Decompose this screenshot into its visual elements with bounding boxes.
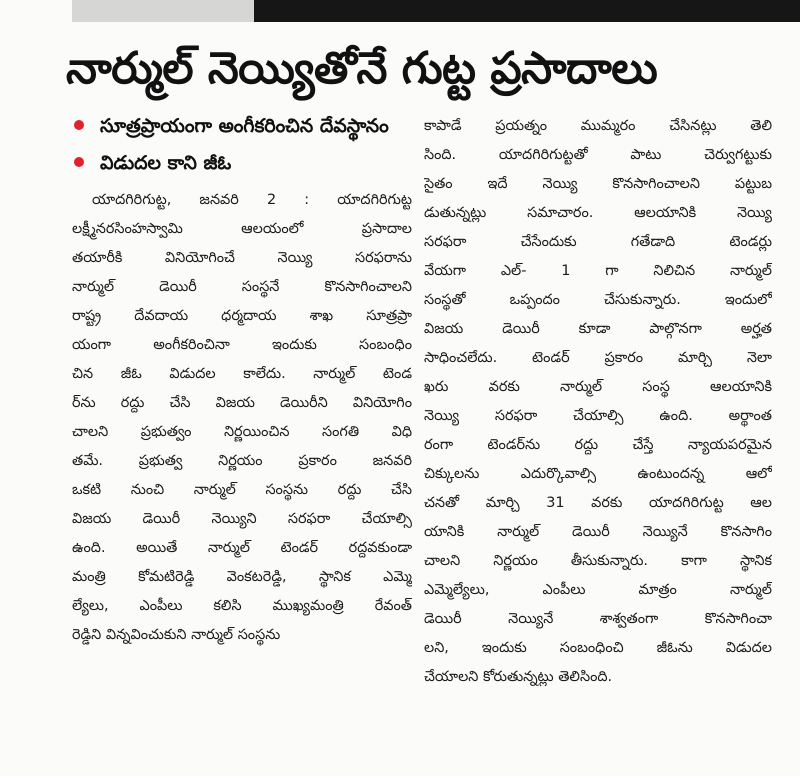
subhead-text: సూత్రప్రాయంగా అంగీకరించిన దేవస్థానం [100,115,389,137]
subhead-text: విడుదల కాని జీఓ [100,152,232,174]
text-line: సరఫరా చేసేందుకు గతేడాది టెండర్లు [424,234,772,250]
text-line: సంస్థతో ఒప్పందం చేసుకున్నారు. ఇందులో [424,292,772,308]
article-column-left [72,112,412,650]
article-headline: నార్ముల్ నెయ్యితోనే గుట్ట ప్రసాదాలు [66,43,658,94]
text-line: వేయగా ఎల్- 1 గా నిలిచిన నార్ముల్ [424,263,772,279]
text-line: లక్ష్మీనరసింహస్వామి ఆలయంలో ప్రసాదాల [72,221,412,237]
text-line: ఒకటి నుంచి నార్ముల్ సంస్థను రద్దు చేసి [72,482,412,498]
bullet-icon [74,120,84,130]
text-line: చాలని నిర్ణయం తీసుకున్నారు. కాగా స్థానిక [424,553,772,569]
article-body-left [72,186,412,650]
text-line: ల్యేలు, ఎంపీలు కలిసి ముఖ్యమంత్రి రేవంత్ [72,598,412,614]
text-line: విజయ డెయిరీ నెయ్యిని సరఫరా చేయాల్సి [72,511,412,527]
text-line: రంగా టెండర్‌ను రద్దు చేస్తే న్యాయపరమైన [424,437,772,453]
text-line: లని, ఇందుకు సంబంధించి జీఓను విడుదల [424,640,772,656]
top-rule-gray [72,0,254,22]
text-line: సైతం ఇదే నెయ్యి కొనసాగించాలని పట్టుబ [424,176,772,192]
text-line: రెడ్డిని విన్నవించుకుని నార్ముల్ సంస్థను [72,627,281,643]
text-line: కాపాడే ప్రయత్నం ముమ్మరం చేసినట్లు తెలి [424,118,772,134]
text-line: ఖరు వరకు నార్ముల్ సంస్థ ఆలయానికి [424,379,772,395]
text-line: చేయాలని కోరుతున్నట్లు తెలిసింది. [424,669,613,685]
text-line: యానికి నార్ముల్ డెయిరీ నెయ్యినే కొనసాగిం [424,524,772,540]
text-line: రాష్ట్ర దేవదాయ ధర్మదాయ శాఖ సూత్రప్రా [72,308,412,324]
text-line: చనతో మార్చి 31 వరకు యాదగిరిగుట్ట ఆల [424,495,772,511]
text-line: యాదగిరిగుట్ట, జనవరి 2 : యాదగిరిగుట్ట [92,192,412,208]
text-line: చిన జీఓ విడుదల కాలేదు. నార్ముల్ టెండ [72,366,412,382]
bullet-icon [74,157,84,167]
article-body-right [424,112,772,692]
text-line: చిక్కులను ఎదుర్కొవాల్సి ఉంటుందన్న ఆలో [424,466,772,482]
top-rule-black [254,0,800,22]
text-line: డుతున్నట్లు సమాచారం. ఆలయానికి నెయ్యి [424,205,772,221]
text-line: తయారీకి వినియోగించే నెయ్యి సరఫరాను [72,250,412,266]
text-line: ర్‌ను రద్దు చేసి విజయ డెయిరీని వినియోగిం [72,395,412,411]
text-line: ఉంది. అయితే నార్ముల్ టెండర్ రద్దవకుండా [72,540,412,556]
text-line: నెయ్యి సరఫరా చేయాల్సి ఉంది. అర్థాంత [424,408,772,424]
subhead-1 [72,112,412,141]
text-line: విజయ డెయిరీ కూడా పాల్గొనగా అర్హత [424,321,772,337]
next-article-headline-cropped [72,750,800,776]
text-line: చాలని ప్రభుత్వం నిర్ణయించిన సంగతి విధి [72,424,412,440]
text-line: యంగా అంగీకరించినా ఇందుకు సంబంధిం [72,337,412,353]
text-line: సింది. యాదగిరిగుట్టతో పాటు చెర్వుగట్టుకు [424,147,772,163]
text-line: నార్ముల్ డెయిరీ సంస్థనే కొనసాగించాలని [72,279,412,295]
text-line: మంత్రి కోమటిరెడ్డి వెంకటరెడ్డి, స్థానిక ఎమ్మె [72,569,412,585]
article-column-right [424,112,772,692]
text-line: సాధించలేదు. టెండర్ ప్రకారం మార్చి నెలా [424,350,772,366]
text-line: డెయిరీ నెయ్యినే శాశ్వతంగా కొనసాగించా [424,611,772,627]
subhead-2 [72,149,412,178]
text-line: ఎమ్మెల్యేలు, ఎంపీలు మాత్రం నార్ముల్ [424,582,772,598]
text-line: తమే. ప్రభుత్వ నిర్ణయం ప్రకారం జనవరి [72,453,412,469]
